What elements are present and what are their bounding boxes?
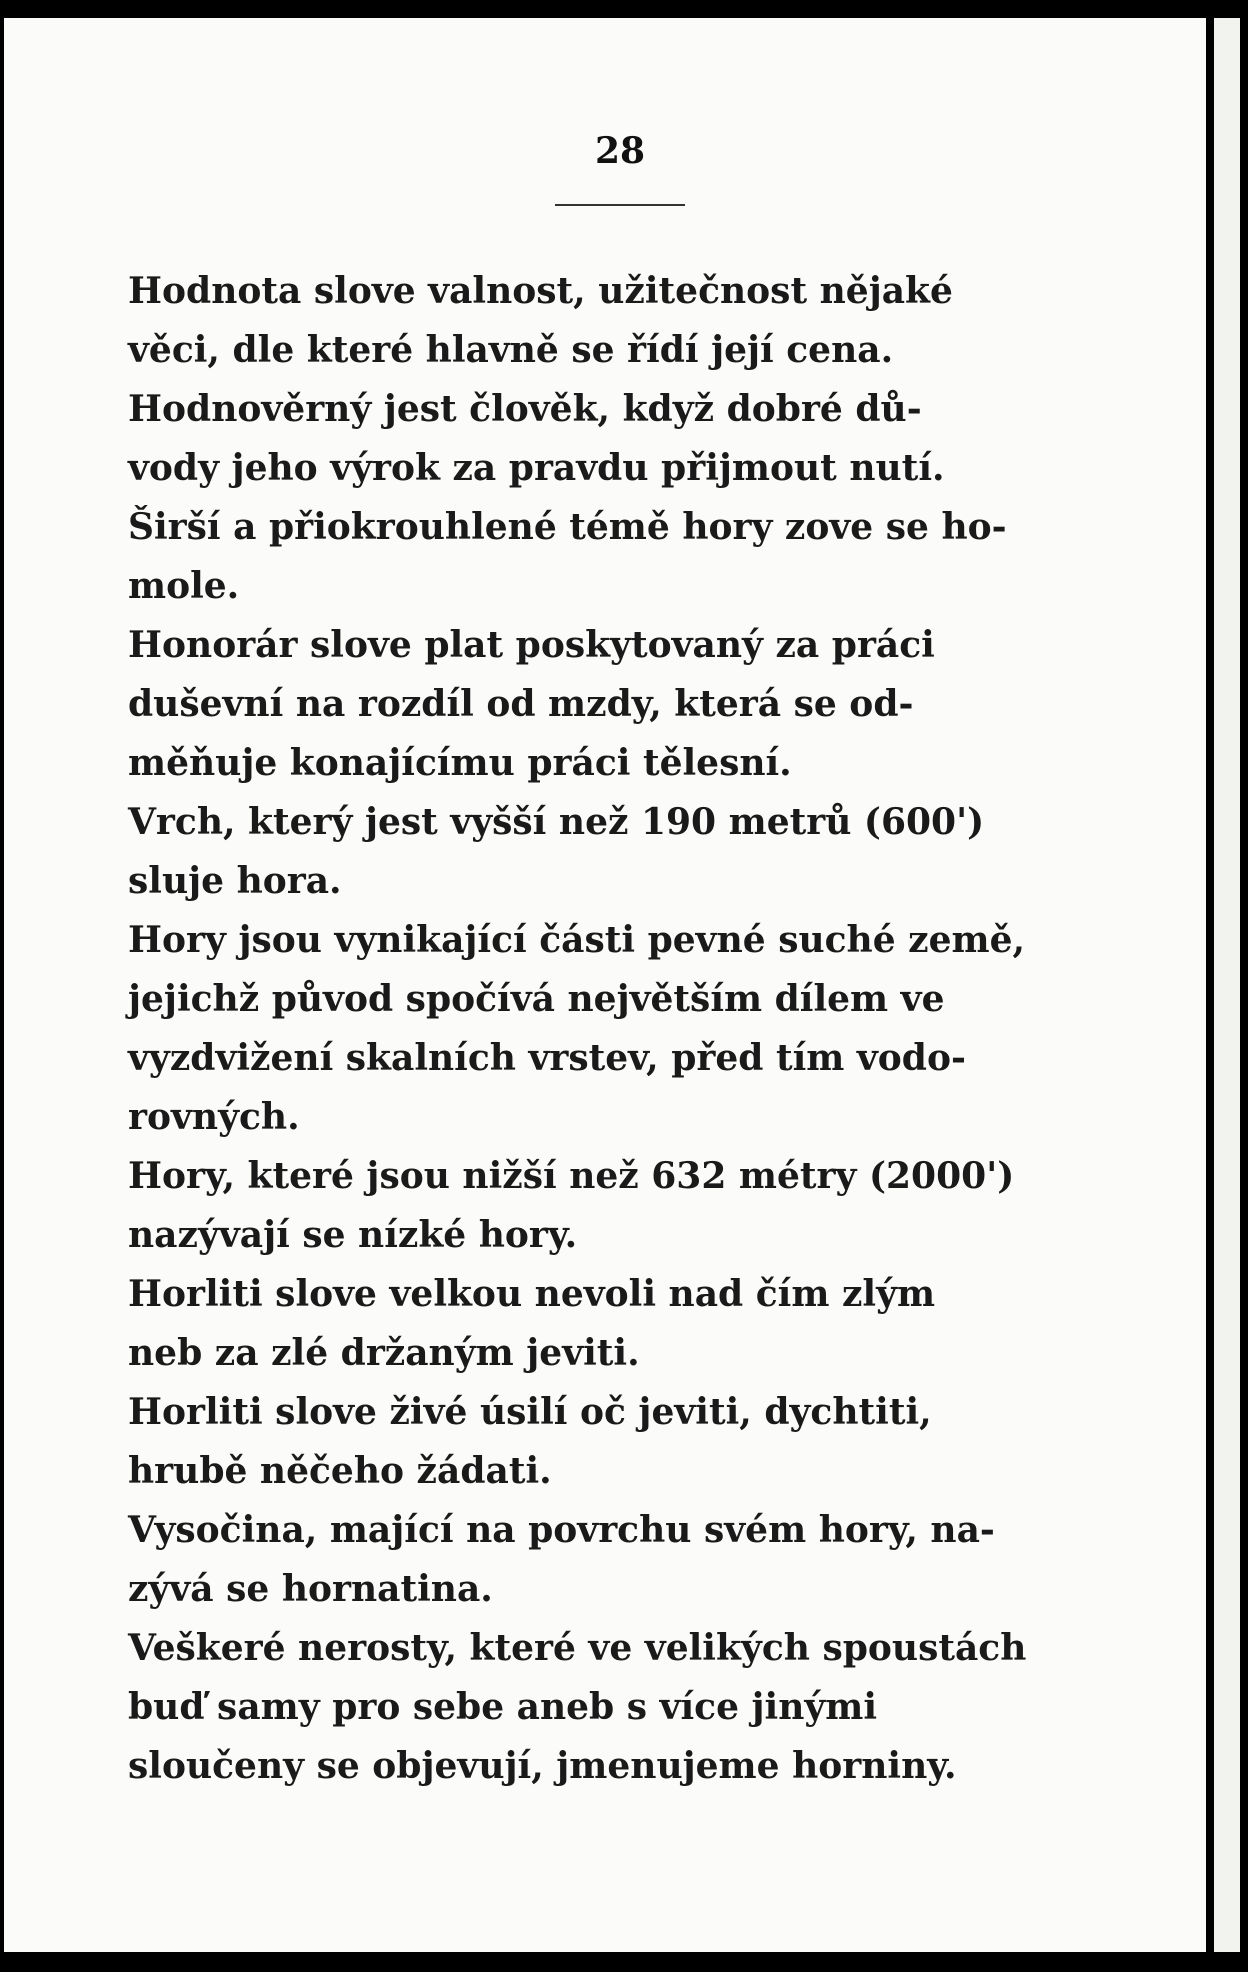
entry-line: vyzdvižení skalních vrstev, před tím vodo- [128,1037,966,1079]
entry-horliti-2 [128,1383,1113,1501]
entry-line: jejichž původ spočívá největším dílem ve [128,978,945,1020]
entry-line: buď samy pro sebe aneb s více jinými [128,1686,878,1728]
entry-line: Širší a přiokrouhlené témě hory zove se ho- [128,506,1007,548]
dictionary-entries [128,262,1113,1796]
entry-line: věci, dle které hlavně se řídí její cena. [128,329,894,371]
entry-line: Hory, které jsou nižší než 632 métry (2000') [128,1155,1015,1197]
entry-line: zývá se hornatina. [128,1568,493,1610]
entry-horniny [128,1619,1113,1796]
entry-hora [128,793,1113,911]
entry-line: nazývají se nízké hory. [128,1214,578,1256]
page-number: 28 [594,130,646,172]
entry-line: sloučeny se objevují, jmenujeme horniny. [128,1745,957,1787]
entry-nizke-hory [128,1147,1113,1265]
entry-line: vody jeho výrok za pravdu přijmout nutí. [128,447,945,489]
entry-line: mole. [128,565,240,607]
entry-hornatina [128,1501,1113,1619]
entry-honorar [128,616,1113,793]
entry-line: Hodnověrný jest člověk, když dobré dů- [128,388,922,430]
entry-line: Vysočina, mající na povrchu svém hory, na- [128,1509,995,1551]
entry-line: Horliti slove živé úsilí oč jeviti, dychtiti, [128,1391,932,1433]
entry-line: Horliti slove velkou nevoli nad čím zlým [128,1273,936,1315]
entry-homole [128,498,1113,616]
entry-line: hrubě něčeho žádati. [128,1450,552,1492]
entry-hodnota [128,262,1113,380]
entry-line: rovných. [128,1096,300,1138]
entry-line: Honorár slove plat poskytovaný za práci [128,624,935,666]
entry-line: sluje hora. [128,860,342,902]
entry-hory [128,911,1113,1147]
entry-line: měňuje konajícímu práci tělesní. [128,742,792,784]
entry-hodnoverny [128,380,1113,498]
entry-horliti-1 [128,1265,1113,1383]
page-number-rule [555,204,685,206]
page-edge [1214,18,1240,1952]
entry-line: Vrch, který jest vyšší než 190 metrů (600') [128,801,985,843]
entry-line: duševní na rozdíl od mzdy, která se od- [128,683,914,725]
entry-line: Veškeré nerosty, které ve velikých spoustách [128,1627,1027,1669]
entry-line: Hodnota slove valnost, užitečnost nějaké [128,270,953,312]
entry-line: neb za zlé držaným jeviti. [128,1332,640,1374]
entry-line: Hory jsou vynikající části pevné suché země, [128,919,1026,961]
